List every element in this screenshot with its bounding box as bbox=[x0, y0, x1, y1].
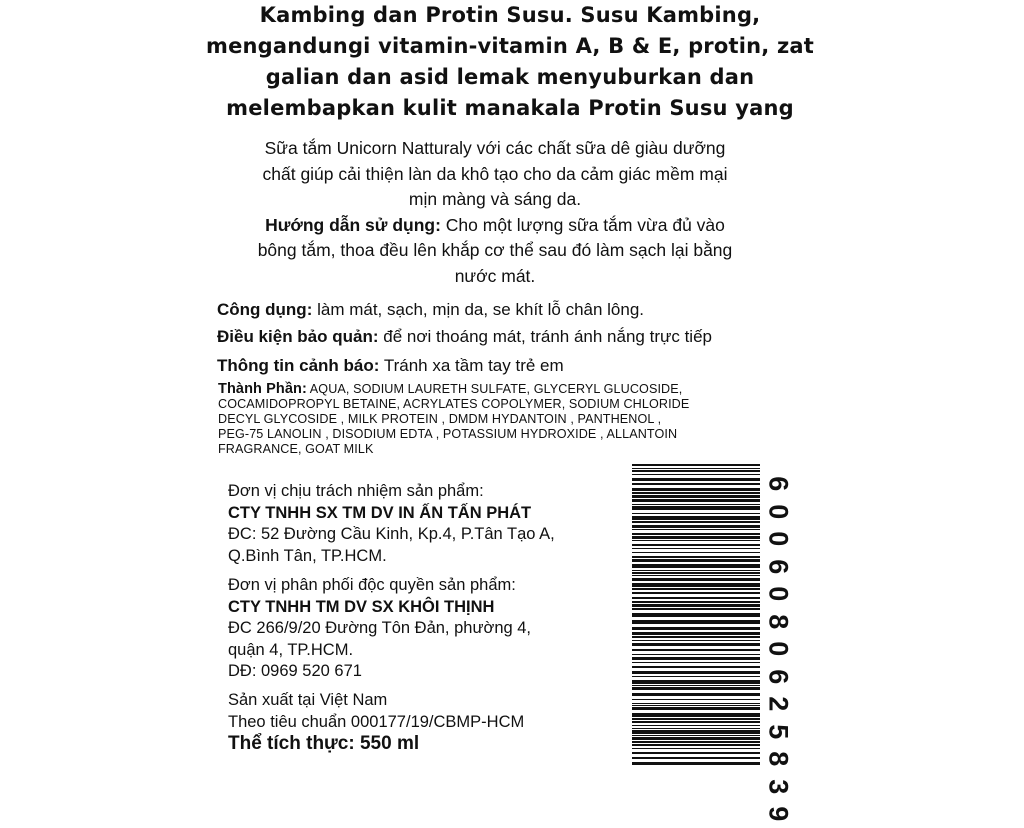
barcode-bar bbox=[632, 516, 760, 520]
barcode-digit: 8 bbox=[763, 613, 794, 629]
barcode-bar bbox=[632, 613, 760, 617]
barcode-bar bbox=[632, 703, 760, 704]
barcode-bar bbox=[632, 529, 760, 530]
barcode-bar bbox=[632, 575, 760, 576]
barcode-digit: 5 bbox=[763, 723, 794, 739]
storage-line bbox=[217, 327, 712, 347]
barcode-bar bbox=[632, 525, 760, 528]
effects-label: Công dụng: bbox=[217, 300, 313, 319]
ingredients-label: Thành Phần: bbox=[218, 381, 307, 397]
storage-text: để nơi thoáng mát, tránh ánh nắng trực tiếp bbox=[378, 327, 712, 346]
barcode-bar bbox=[632, 601, 760, 603]
barcode-bar bbox=[632, 504, 760, 505]
barcode-bar bbox=[632, 657, 760, 660]
barcode-bar bbox=[632, 506, 760, 510]
responsible-heading: Đơn vị chịu trách nhiệm sản phẩm: bbox=[228, 482, 484, 500]
intro-line-2: chất giúp cải thiện làn da khô tạo cho da cảm giác mềm mại bbox=[262, 163, 728, 184]
warning-text: Tránh xa tầm tay trẻ em bbox=[379, 356, 564, 375]
usage-line-3: nước mát. bbox=[454, 265, 536, 286]
barcode-bar bbox=[632, 470, 760, 472]
barcode-digit: 0 bbox=[763, 503, 794, 519]
ingredients-line-1 bbox=[218, 382, 798, 397]
barcode-bar bbox=[632, 649, 760, 651]
responsible-address-1: ĐC: 52 Đường Cầu Kinh, Kp.4, P.Tân Tạo A, bbox=[228, 525, 555, 543]
barcode-bar bbox=[632, 662, 760, 663]
barcode-bar bbox=[632, 693, 760, 696]
barcode-bar bbox=[632, 632, 760, 635]
barcode-bar bbox=[632, 483, 760, 485]
barcode-bar bbox=[632, 474, 760, 475]
barcode-bar bbox=[632, 666, 760, 668]
responsible-company-name: CTY TNHH SX TM DV IN ẤN TẤN PHÁT bbox=[228, 503, 532, 522]
barcode-bar bbox=[632, 718, 760, 720]
ingredients-line-5: FRAGRANCE, GOAT MILK bbox=[218, 442, 374, 456]
barcode-bar bbox=[632, 687, 760, 690]
barcode-bar bbox=[632, 468, 760, 469]
barcode-bar bbox=[632, 705, 760, 706]
ingredients-line-4: PEG-75 LANOLIN , DISODIUM EDTA , POTASSIUM HYDROXIDE , ALLANTOIN bbox=[218, 427, 678, 441]
product-description bbox=[180, 136, 810, 289]
barcode-bar bbox=[632, 608, 760, 610]
barcode-digit: 2 bbox=[763, 696, 794, 712]
barcode-bar bbox=[632, 699, 760, 700]
barcode-digit: 9 bbox=[763, 806, 794, 822]
ingredients-line-3: DECYL GLYCOSIDE , MILK PROTEIN , DMDM HYDANTOIN , PANTHENOL , bbox=[218, 412, 662, 426]
barcode-bar bbox=[632, 713, 760, 717]
ingredients-text-1: AQUA, SODIUM LAURETH SULFATE, GLYCERYL GLUCOSIDE, bbox=[306, 382, 683, 396]
responsible-address-2: Q.Bình Tân, TP.HCM. bbox=[228, 546, 387, 565]
barcode-digit: 0 bbox=[763, 586, 794, 602]
barcode-bar bbox=[632, 728, 760, 729]
distributor-phone: DĐ: 0969 520 671 bbox=[228, 662, 362, 680]
barcode-bar bbox=[632, 730, 760, 734]
barcode-digits bbox=[763, 470, 793, 828]
origin-block bbox=[228, 690, 628, 755]
barcode-bar bbox=[632, 540, 760, 541]
barcode-bar bbox=[632, 572, 760, 574]
ingredients-block bbox=[218, 382, 798, 457]
usage-label: Hướng dẫn sử dụng: bbox=[265, 214, 441, 235]
barcode-bar bbox=[632, 762, 760, 765]
barcode-bar bbox=[632, 685, 760, 686]
barcode-bar bbox=[632, 464, 760, 466]
barcode-bar bbox=[632, 564, 760, 568]
barcode-bar bbox=[632, 597, 760, 599]
barcode-bars bbox=[628, 462, 768, 768]
barcode-bar bbox=[632, 570, 760, 571]
barcode-bar bbox=[632, 544, 760, 546]
barcode-bar bbox=[632, 654, 760, 655]
warning-label: Thông tin cảnh báo: bbox=[217, 356, 380, 375]
barcode-bar bbox=[632, 499, 760, 502]
storage-label: Điều kiện bảo quản: bbox=[217, 327, 379, 346]
effects-line bbox=[217, 300, 644, 320]
made-in-text: Sản xuất tại Việt Nam bbox=[228, 691, 388, 709]
malay-line-4: melembapkan kulit manakala Protin Susu yang bbox=[226, 96, 794, 120]
barcode-digit: 0 bbox=[763, 641, 794, 657]
barcode-bar bbox=[632, 521, 760, 523]
barcode-bar bbox=[632, 757, 760, 759]
barcode-bar bbox=[632, 583, 760, 587]
barcode-bar bbox=[632, 627, 760, 630]
barcode-digit: 6 bbox=[763, 558, 794, 574]
barcode-bar bbox=[632, 536, 760, 539]
effects-text: làm mát, sạch, mịn da, se khít lỗ chân lông. bbox=[312, 300, 645, 319]
malay-line-2: mengandungi vitamin-vitamin A, B & E, protin, zat bbox=[205, 34, 814, 58]
warning-line bbox=[217, 356, 564, 376]
intro-line-1: Sữa tắm Unicorn Natturaly với các chất sữa dê giàu dưỡng bbox=[264, 138, 726, 158]
barcode-bar bbox=[632, 676, 760, 677]
barcode-bar bbox=[632, 478, 760, 481]
barcode-bar bbox=[632, 548, 760, 549]
distributor-company-name: CTY TNHH TM DV SX KHÔI THỊNH bbox=[228, 597, 495, 616]
distributor-block bbox=[228, 575, 628, 683]
barcode-digit: 8 bbox=[763, 751, 794, 767]
barcode-digit: 6 bbox=[763, 476, 794, 492]
barcode-bar bbox=[632, 559, 760, 562]
barcode-bar bbox=[632, 737, 760, 740]
barcode-bar bbox=[632, 552, 760, 553]
malay-description bbox=[150, 0, 870, 124]
barcode-bar bbox=[632, 748, 760, 749]
barcode-bar bbox=[632, 643, 760, 646]
barcode-bar bbox=[632, 492, 760, 494]
barcode-bar bbox=[632, 741, 760, 743]
barcode-digit: 0 bbox=[763, 531, 794, 547]
distributor-address-2: quận 4, TP.HCM. bbox=[228, 640, 354, 659]
barcode-bar bbox=[632, 588, 760, 590]
barcode-bar bbox=[632, 735, 760, 736]
barcode-bar bbox=[632, 671, 760, 674]
barcode-bar bbox=[632, 721, 760, 723]
responsible-company-block bbox=[228, 481, 628, 567]
barcode-bar bbox=[632, 488, 760, 491]
ingredients-line-2: COCAMIDOPROPYL BETAINE, ACRYLATES COPOLYMER, SODIUM CHLORIDE bbox=[218, 397, 690, 411]
barcode-bar bbox=[632, 707, 760, 710]
barcode-bar bbox=[632, 578, 760, 581]
barcode-bar bbox=[632, 592, 760, 594]
barcode-bar bbox=[632, 604, 760, 607]
usage-line-1 bbox=[180, 213, 810, 239]
barcode-bar bbox=[632, 640, 760, 641]
barcode-bar bbox=[632, 680, 760, 684]
barcode-bar bbox=[632, 513, 760, 514]
distributor-heading: Đơn vị phân phối độc quyền sản phẩm: bbox=[228, 576, 516, 594]
barcode-bar bbox=[632, 495, 760, 498]
barcode-bar bbox=[632, 620, 760, 624]
volume-text: Thể tích thực: 550 ml bbox=[228, 733, 420, 754]
barcode-digit: 3 bbox=[763, 778, 794, 794]
malay-line-3: galian dan asid lemak menyuburkan dan bbox=[265, 65, 755, 89]
barcode-digit: 6 bbox=[763, 668, 794, 684]
barcode-bar bbox=[632, 556, 760, 558]
standard-text: Theo tiêu chuẩn 000177/19/CBMP-HCM bbox=[228, 712, 525, 731]
intro-line-3: mịn màng và sáng da. bbox=[408, 189, 582, 209]
barcode-bar bbox=[632, 752, 760, 754]
barcode-bar bbox=[632, 636, 760, 638]
barcode-bar bbox=[632, 744, 760, 746]
barcode-bar bbox=[632, 725, 760, 726]
distributor-address-1: ĐC 266/9/20 Đường Tôn Đản, phường 4, bbox=[228, 619, 532, 637]
malay-line-1: Kambing dan Protin Susu. Susu Kambing, bbox=[259, 3, 761, 27]
usage-line-2: bông tắm, thoa đều lên khắp cơ thể sau đó làm sạch lại bằng bbox=[257, 240, 733, 260]
usage-text: Cho một lượng sữa tắm vừa đủ vào bbox=[440, 214, 725, 235]
barcode-bar bbox=[632, 533, 760, 535]
